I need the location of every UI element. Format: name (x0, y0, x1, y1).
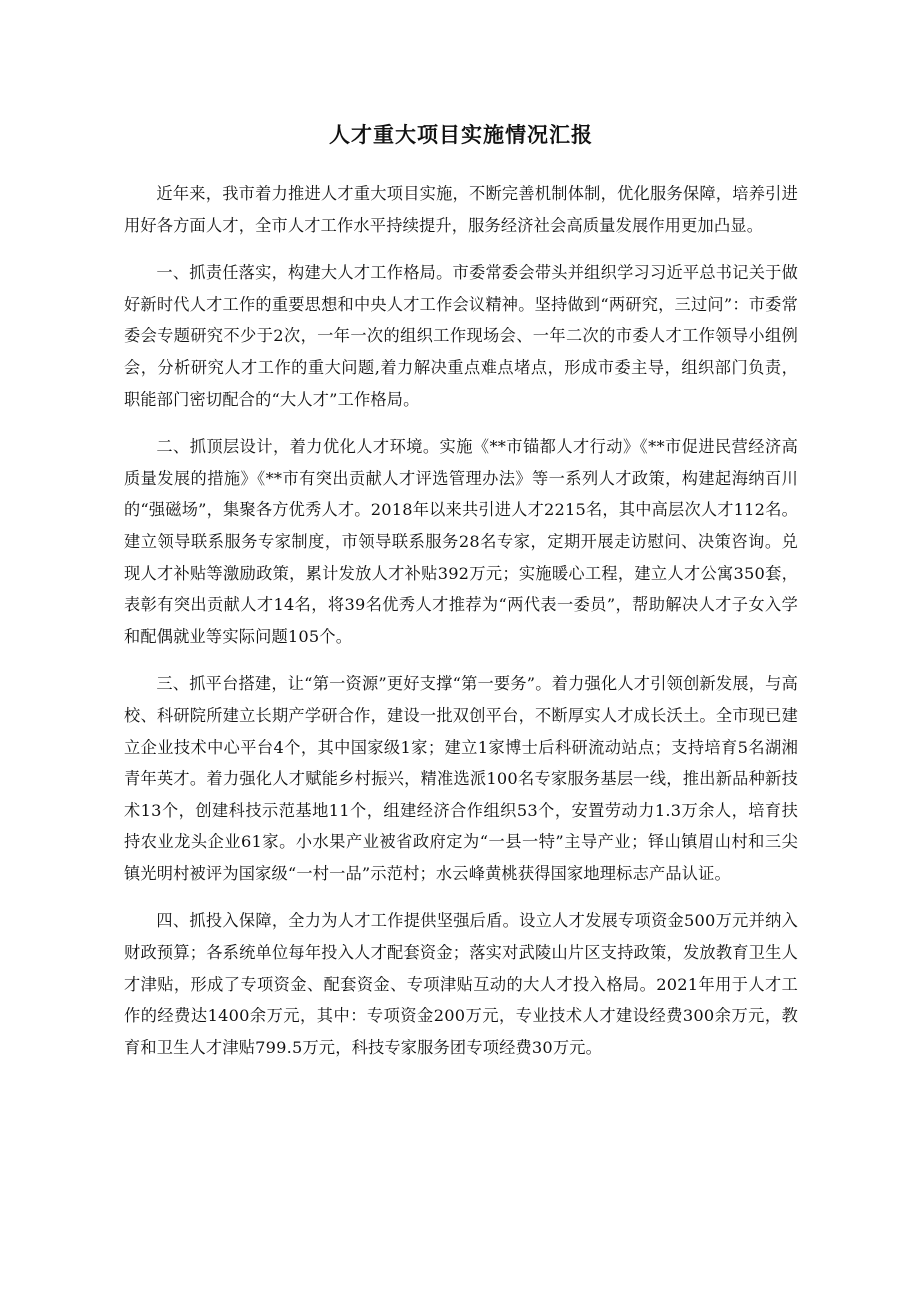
paragraph-section-3: 三、抓平台搭建，让“第一资源”更好支撑“第一要务”。着力强化人才引领创新发展，与高校、科研院所建立长期产学研合作，建设一批双创平台，不断厚实人才成长沃土。全市现已建立企业技术中心平台4个，其中国家级1家；建立1家博士后科研流动站点；支持培育5名湖湘青年英才。着力强化人才赋能乡村振兴，精准选派100名专家服务基层一线，推出新品种新技术13个，创建科技示范基地11个，组建经济合作组织53个，安置劳动力1.3万余人，培育扶持农业龙头企业61家。小水果产业被省政府定为“一县一特”主导产业；铎山镇眉山村和三尖镇光明村被评为国家级“一村一品”示范村；水云峰黄桃获得国家地理标志产品认证。 (124, 674, 798, 883)
paragraph-intro: 近年来，我市着力推进人才重大项目实施，不断完善机制体制，优化服务保障，培养引进用好各方面人才，全市人才工作水平持续提升，服务经济社会高质量发展作用更加凸显。 (124, 184, 798, 235)
paragraph-section-2: 二、抓顶层设计，着力优化人才环境。实施《**市锚都人才行动》《**市促进民营经济高质量发展的措施》《**市有突出贡献人才评选管理办法》等一系列人才政策，构建起海纳百川的“强磁场”，集聚各方优秀人才。2018年以来共引进人才2215名，其中高层次人才112名。建立领导联系服务专家制度，市领导联系服务28名专家，定期开展走访慰问、决策咨询。兑现人才补贴等激励政策，累计发放人才补贴392万元；实施暖心工程，建立人才公寓350套，表彰有突出贡献人才14名，将39名优秀人才推荐为“两代表一委员”，帮助解决人才子女入学和配偶就业等实际问题105个。 (124, 437, 798, 646)
document-title: 人才重大项目实施情况汇报 (329, 123, 593, 147)
paragraph-section-4: 四、抓投入保障，全力为人才工作提供坚强后盾。设立人才发展专项资金500万元并纳入财政预算；各系统单位每年投入人才配套资金；落实对武陵山片区支持政策，发放教育卫生人才津贴，形成了专项资金、配套资金、专项津贴互动的大人才投入格局。2021年用于人才工作的经费达1400余万元，其中：专项资金200万元，专业技术人才建设经费300余万元，教育和卫生人才津贴799.5万元，科技专家服务团专项经费30万元。 (124, 911, 798, 1057)
paragraph-section-1: 一、抓责任落实，构建大人才工作格局。市委常委会带头并组织学习习近平总书记关于做好新时代人才工作的重要思想和中央人才工作会议精神。坚持做到“两研究，三过问”：市委常委会专题研究不少于2次，一年一次的组织工作现场会、一年二次的市委人才工作领导小组例会，分析研究人才工作的重大问题,着力解决重点难点堵点，形成市委主导，组织部门负责，职能部门密切配合的“大人才”工作格局。 (124, 263, 798, 409)
